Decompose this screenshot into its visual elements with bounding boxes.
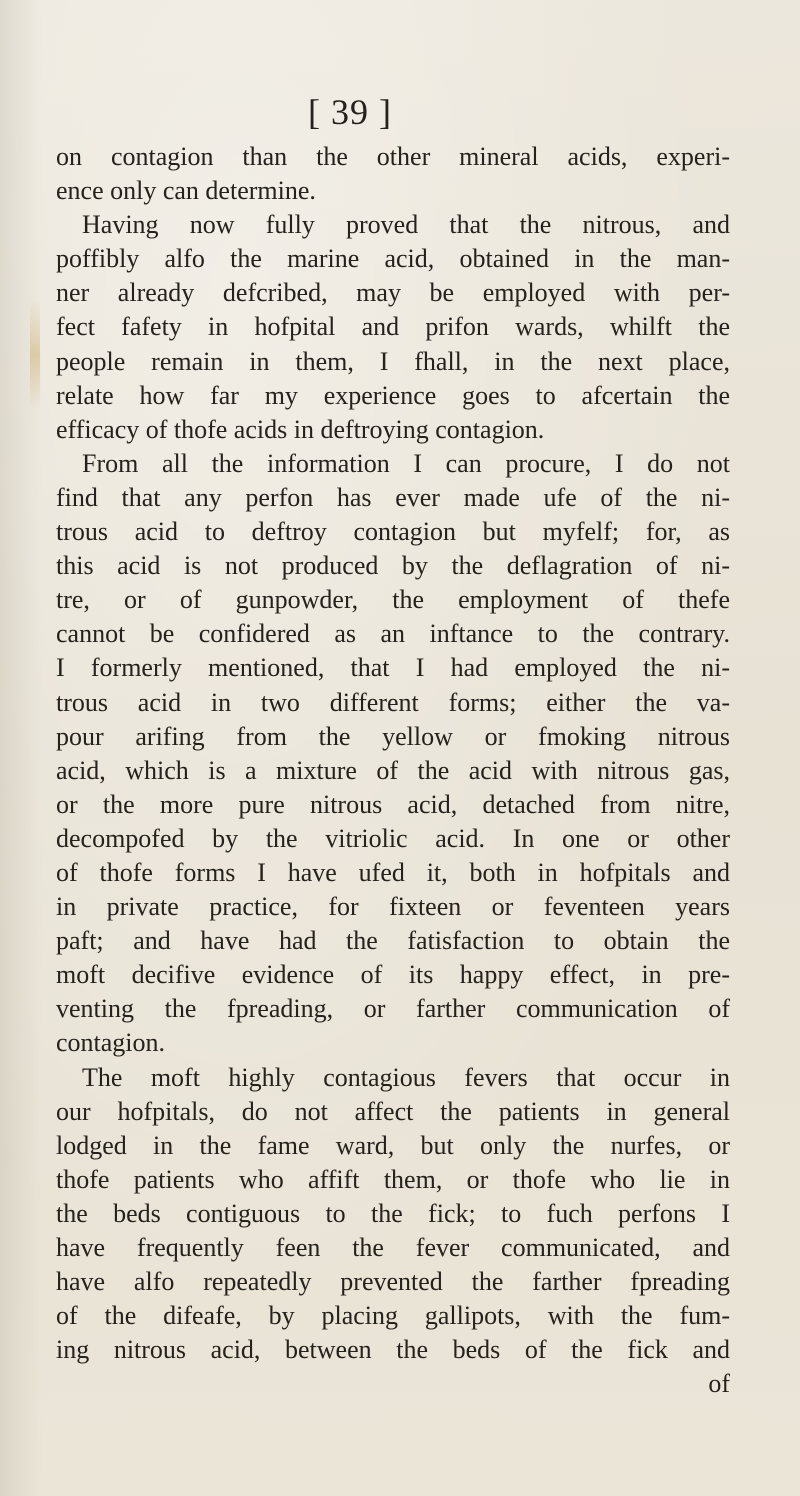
text-line: venting the fpreading, or farther communication of: [56, 994, 730, 1024]
text-line: The moft highly contagious fevers that occur in: [82, 1062, 730, 1092]
text-line: our hofpitals, do not affect the patients in general: [56, 1096, 730, 1126]
text-line: this acid is not produced by the deflagration of ni-: [56, 551, 730, 581]
text-line: pour arifing from the yellow or fmoking nitrous: [56, 721, 730, 751]
page-number: [ 39 ]: [308, 92, 392, 132]
text-line: contagion.: [56, 1028, 166, 1058]
text-line: trous acid to deftroy contagion but myfelf; for, as: [56, 517, 730, 547]
text-line: decompofed by the vitriolic acid. In one or other: [56, 823, 730, 853]
paper-stain: [30, 300, 40, 410]
text-line: relate how far my experience goes to afcertain the: [56, 380, 730, 410]
gutter-shadow: [0, 0, 42, 1496]
catchword: of: [708, 1369, 730, 1399]
text-line: trous acid in two different forms; either the va-: [56, 687, 730, 717]
text-line: people remain in them, I fhall, in the next place,: [56, 346, 730, 376]
text-line: the beds contiguous to the fick; to fuch perfons I: [56, 1198, 730, 1228]
text-line: have alfo repeatedly prevented the farther fpreading: [56, 1267, 730, 1297]
text-line: of the difeafe, by placing gallipots, with the fum-: [56, 1301, 730, 1331]
text-line: thofe patients who affift them, or thofe who lie in: [56, 1164, 730, 1194]
text-line: ence only can determine.: [56, 176, 316, 206]
text-line: acid, which is a mixture of the acid with nitrous gas,: [56, 755, 730, 785]
text-line: poffibly alfo the marine acid, obtained in the man-: [56, 244, 730, 274]
text-line: or the more pure nitrous acid, detached from nitre,: [56, 789, 730, 819]
text-line: lodged in the fame ward, but only the nurfes, or: [56, 1130, 730, 1160]
text-line: in private practice, for fixteen or feventeen years: [56, 892, 730, 922]
text-line: tre, or of gunpowder, the employment of thefe: [56, 585, 730, 615]
text-line: cannot be confidered as an inftance to the contrary.: [56, 619, 730, 649]
text-line: have frequently feen the fever communicated, and: [56, 1233, 730, 1262]
text-line: paft; and have had the fatisfaction to obtain the: [56, 926, 730, 956]
body-text: [56, 140, 730, 1401]
text-line: Having now fully proved that the nitrous, and: [82, 210, 730, 240]
text-line: From all the information I can procure, I do not: [82, 448, 730, 478]
text-line: find that any perfon has ever made ufe of the ni-: [56, 482, 730, 512]
text-line: I formerly mentioned, that I had employed the ni-: [56, 653, 730, 683]
text-line: ing nitrous acid, between the beds of the fick and: [56, 1335, 730, 1365]
text-line: ner already defcribed, may be employed with per-: [56, 278, 730, 308]
text-line: efficacy of thofe acids in deftroying contagion.: [56, 414, 545, 444]
text-line: of thofe forms I have ufed it, both in hofpitals and: [56, 857, 730, 887]
text-line: on contagion than the other mineral acids, experi-: [56, 142, 730, 171]
text-line: fect fafety in hofpital and prifon wards, whilft the: [56, 312, 730, 342]
text-line: moft decifive evidence of its happy effect, in pre-: [56, 960, 730, 990]
